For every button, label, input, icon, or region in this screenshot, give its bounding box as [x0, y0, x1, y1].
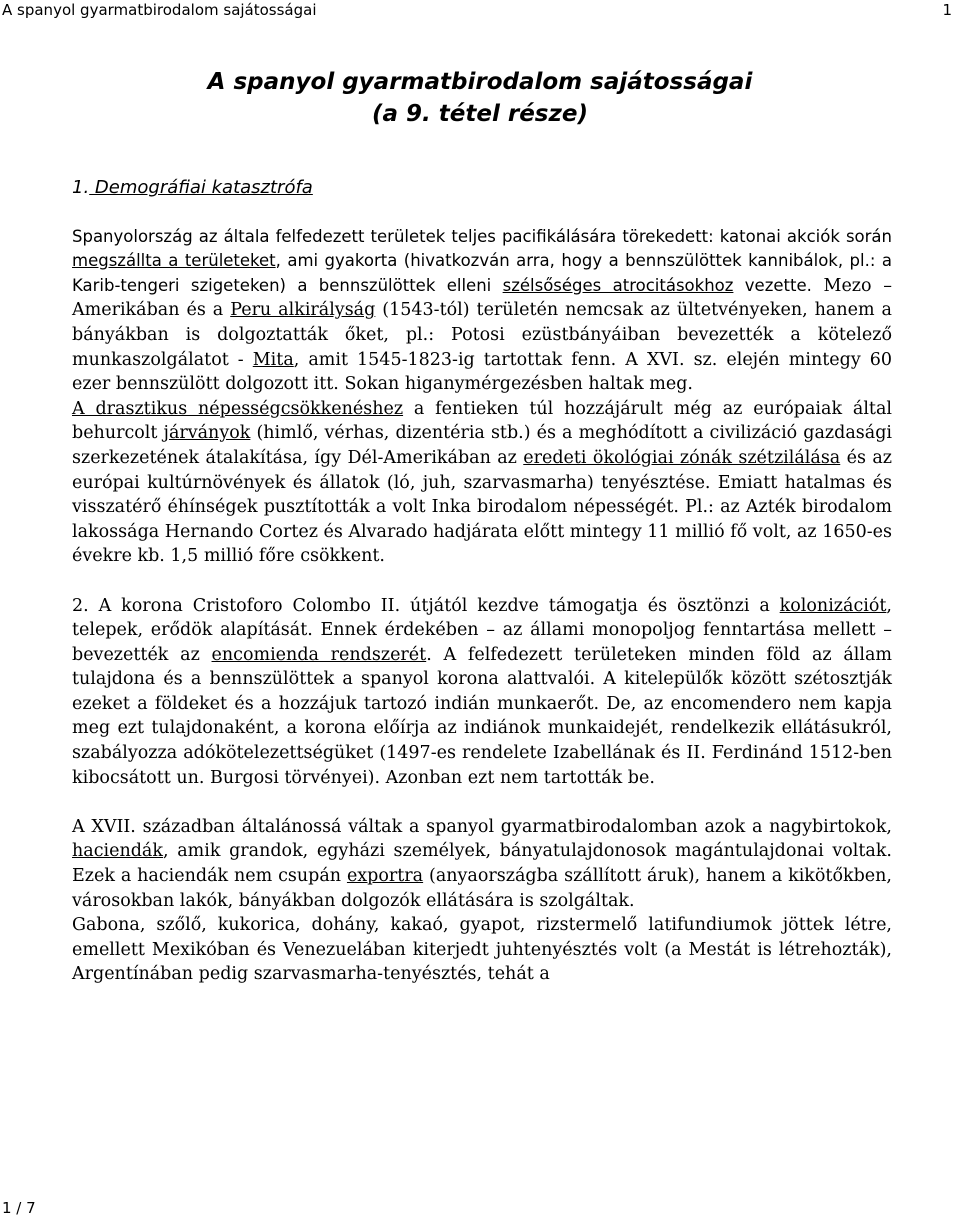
paragraph-crown [72, 594, 892, 791]
underlined-term: szélsőséges atrocitásokhoz [502, 275, 734, 295]
paragraph-depopulation [72, 397, 892, 569]
underlined-term: Peru alkirályság [230, 300, 376, 321]
header-title: A spanyol gyarmatbirodalom sajátosságai [2, 1, 317, 19]
text-span: , amit 1545-1823-ig tartottak fenn. A XVI. sz. elején mintegy 60 ezer bennszülött dolgozott itt. Sokan higanymérgezésben haltak meg. [72, 349, 893, 395]
text-span: , amik grandok, egyházi személyek, bányatulajdonosok magántulajdonai voltak. Ezek a haciendák nem csupán [72, 841, 892, 887]
text-span: , ami gyakorta (hivatkozván arra, hogy a bennszülöttek kannibálok, pl.: a Karib-tengeri szigeteken) a bennszülöttek elleni [72, 251, 892, 295]
section-number: 1. [72, 177, 90, 198]
paragraph-gap [72, 790, 892, 815]
text-span: Spanyolország az általa felfedezett területek teljes pacifikálására törekedett: katonai akciók során [72, 226, 892, 246]
document-subtitle: (a 9. tétel része) [372, 101, 588, 127]
header-page-number: 1 [942, 1, 952, 19]
running-header [0, 0, 960, 20]
underlined-term: járványok [163, 423, 251, 444]
text-span: (himlő, vérhas, dizentéria stb.) és a meghódított a civilizáció gazdasági szerkezetének átalakítása, így Dél-Amerikában az [72, 423, 892, 468]
text-span: . A felfedezett területeken minden föld az állam tulajdona és a bennszülöttek a spanyol korona alattvalói. A kitelepülők között szétosztják ezeket a földeket és a hozzájuk tartozó indián munkaerőt. De, az encomendero nem kapja meg ezt tulajdonaként, a korona előírja az indiánok munkaidejét, rendelkezik ellátásukról, szabályozza adókötelezettségüket (1497-es rendelete Izabellának és II. Ferdinánd 1512-ben kibocsátott un. Burgosi törvényei). Azonban ezt nem tartották be. [72, 644, 892, 788]
text-span: (1543-tól) területén nemcsak az ültetvényeken, hanem a bányákban is dolgoztatták őket, pl.: Potosi ezüstbányáiban bevezették a kötelező munkaszolgálatot - [72, 300, 892, 370]
paragraph-demography [72, 225, 892, 397]
underlined-term: megszállta a területeket [72, 251, 276, 271]
underlined-term: haciendák [72, 841, 163, 862]
text-span: 2. A korona Cristoforo Colombo II. útjától kezdve támogatja és ösztönzi a [72, 595, 780, 616]
section-title: Demográfiai katasztrófa [89, 177, 313, 198]
document-body [72, 176, 892, 987]
underlined-term: Mita [252, 349, 294, 370]
text-span: Mezo – Amerikában és a [72, 275, 892, 321]
text-span: vezette. [733, 275, 812, 295]
text-span: , telepek, erődök alapítását. Ennek érdekében – az állami monopoljog fenntartása mellett – bevezették az [72, 595, 892, 665]
page-indicator: 1 / 7 [2, 1199, 36, 1217]
paragraph-gap [72, 569, 892, 594]
underlined-term: exportra [346, 866, 424, 887]
underlined-term: encomienda rendszerét [211, 644, 427, 665]
text-span: a fentieken túl hozzájárult még az európaiak által behurcolt [72, 398, 892, 444]
underlined-term: A drasztikus népességcsökkenéshez [72, 398, 404, 419]
paragraph-haciendas [72, 815, 892, 913]
text-span: és az európai kultúrnövények és állatok (ló, juh, szarvasmarha) tenyésztése. Emiatt hatalmas és visszatérő éhínségek pusztították a volt Inka birodalom népességét. Pl.: az Azték birodalom lakossága Hernando Cortez és Alvarado hadjárata előtt mintegy 11 millió fő volt, az 1650-es évekre kb. 1,5 millió főre csökkent. [72, 447, 892, 567]
paragraph-latifundia: Gabona, szőlő, kukorica, dohány, kakaó, gyapot, rizstermelő latifundiumok jöttek létre, emellett Mexikóban és Venezuelában kiterjedt juhtenyésztés volt (a Mestát is létrehozták), Argentínában pedig szarvasmarha-tenyésztés, tehát a [72, 915, 892, 985]
text-span: A XVII. században általánossá váltak a spanyol gyarmatbirodalomban azok a nagybirtokok, [72, 816, 892, 837]
text-span: (anyaországba szállított áruk), hanem a kikötőkben, városokban lakók, bányákban dolgozók ellátására is szolgáltak. [72, 866, 892, 911]
document-title: A spanyol gyarmatbirodalom sajátosságai [207, 69, 753, 95]
underlined-term: eredeti ökológiai zónák szétzilálása [523, 447, 841, 468]
section-heading [72, 176, 892, 201]
underlined-term: kolonizációt [779, 595, 887, 616]
